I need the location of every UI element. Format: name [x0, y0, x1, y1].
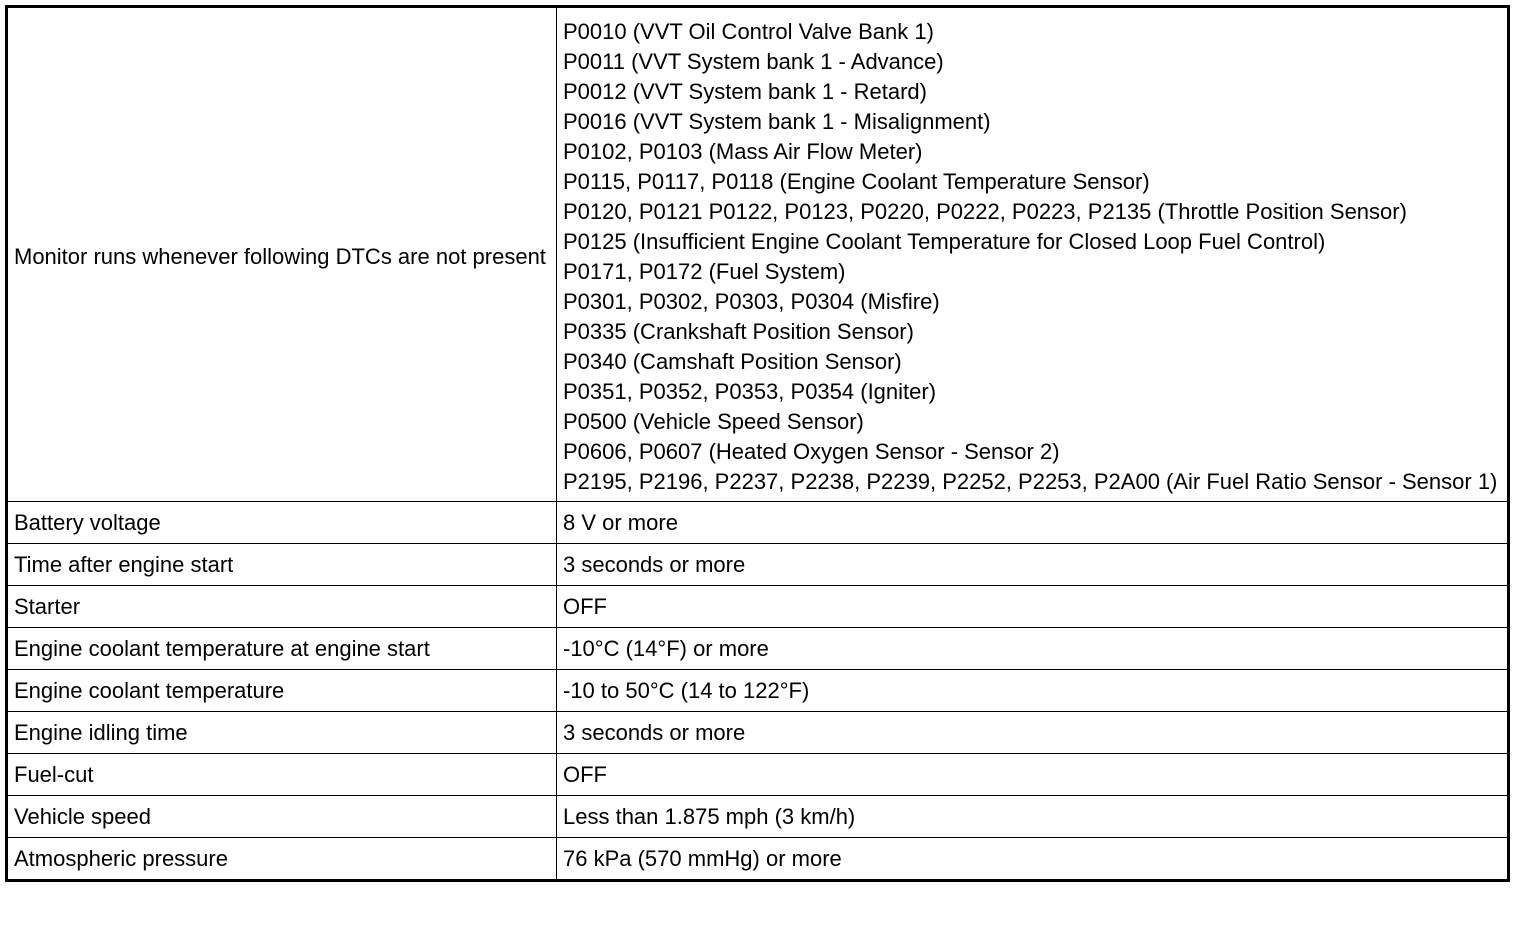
table-row-time-after-start — [7, 544, 1509, 586]
dtc-item: P0012 (VVT System bank 1 - Retard) — [563, 79, 927, 104]
dtc-item: P0335 (Crankshaft Position Sensor) — [563, 319, 914, 344]
condition-cell: Time after engine start — [7, 544, 557, 586]
value-cell: -10°C (14°F) or more — [557, 628, 1509, 670]
condition-cell: Engine idling time — [7, 712, 557, 754]
dtc-item: P0102, P0103 (Mass Air Flow Meter) — [563, 139, 923, 164]
value-cell: OFF — [557, 754, 1509, 796]
table-row-ect — [7, 670, 1509, 712]
table-row-fuel-cut — [7, 754, 1509, 796]
condition-cell: Vehicle speed — [7, 796, 557, 838]
dtc-item: P2195, P2196, P2237, P2238, P2239, P2252, P2253, P2A00 (Air Fuel Ratio Sensor - Sensor 1) — [563, 469, 1498, 494]
table-row-starter — [7, 586, 1509, 628]
conditions-table — [5, 5, 1510, 882]
dtc-item: P0351, P0352, P0353, P0354 (Igniter) — [563, 379, 937, 404]
dtc-item: P0011 (VVT System bank 1 - Advance) — [563, 49, 944, 74]
dtc-item: P0606, P0607 (Heated Oxygen Sensor - Sensor 2) — [563, 439, 1060, 464]
dtc-item: P0171, P0172 (Fuel System) — [563, 259, 846, 284]
dtc-item: P0120, P0121 P0122, P0123, P0220, P0222, P0223, P2135 (Throttle Position Sensor) — [563, 199, 1407, 224]
dtc-item: P0115, P0117, P0118 (Engine Coolant Temperature Sensor) — [563, 169, 1150, 194]
condition-cell: Engine coolant temperature — [7, 670, 557, 712]
dtc-item: P0125 (Insufficient Engine Coolant Temperature for Closed Loop Fuel Control) — [563, 229, 1326, 254]
dtc-item: P0301, P0302, P0303, P0304 (Misfire) — [563, 289, 940, 314]
value-cell: 8 V or more — [557, 502, 1509, 544]
table-row-atmospheric-pressure — [7, 838, 1509, 881]
value-cell: 76 kPa (570 mmHg) or more — [557, 838, 1509, 881]
dtc-item: P0016 (VVT System bank 1 - Misalignment) — [563, 109, 991, 134]
value-cell: -10 to 50°C (14 to 122°F) — [557, 670, 1509, 712]
value-cell: 3 seconds or more — [557, 712, 1509, 754]
dtc-item: P0340 (Camshaft Position Sensor) — [563, 349, 902, 374]
table-row-battery-voltage — [7, 502, 1509, 544]
dtc-item: P0010 (VVT Oil Control Valve Bank 1) — [563, 19, 934, 44]
condition-cell: Battery voltage — [7, 502, 557, 544]
table-row-dtc-condition — [7, 7, 1509, 502]
condition-cell: Atmospheric pressure — [7, 838, 557, 881]
table-row-idling-time — [7, 712, 1509, 754]
dtc-list-cell — [557, 7, 1509, 502]
value-cell: OFF — [557, 586, 1509, 628]
condition-cell: Starter — [7, 586, 557, 628]
conditions-table-body — [7, 7, 1509, 881]
dtc-item: P0500 (Vehicle Speed Sensor) — [563, 409, 864, 434]
condition-cell: Engine coolant temperature at engine start — [7, 628, 557, 670]
value-cell: 3 seconds or more — [557, 544, 1509, 586]
table-row-ect-at-start — [7, 628, 1509, 670]
table-row-vehicle-speed — [7, 796, 1509, 838]
condition-cell: Monitor runs whenever following DTCs are not present — [7, 7, 557, 502]
condition-cell: Fuel-cut — [7, 754, 557, 796]
value-cell: Less than 1.875 mph (3 km/h) — [557, 796, 1509, 838]
